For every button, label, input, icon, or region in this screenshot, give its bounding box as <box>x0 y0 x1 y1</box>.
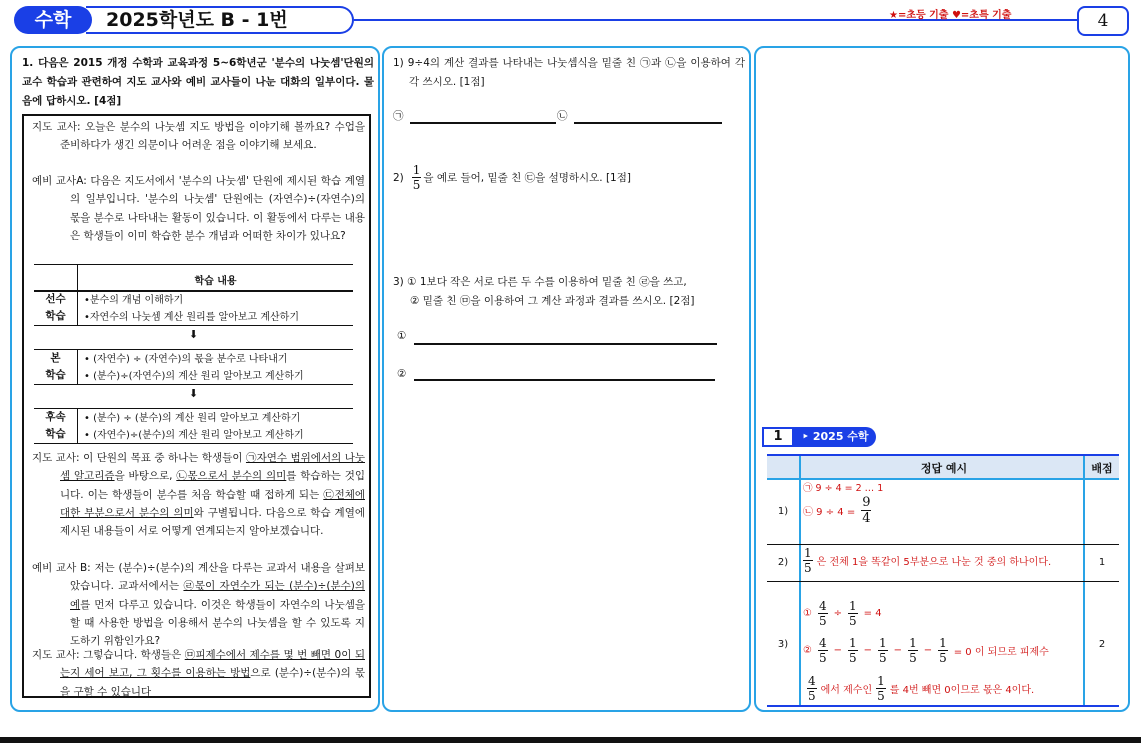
answer-1a: ㉠ 9 ÷ 4 = 2 … 1 <box>803 483 884 494</box>
answer-row-number: 3) <box>777 639 789 650</box>
underline-c: ㉢전체에 대한 부분으로서 분수의 의미 <box>60 488 365 519</box>
fraction-numerator: 1 <box>412 163 421 177</box>
answer-3-line-2 <box>803 637 1049 664</box>
table-header-empty <box>34 265 78 291</box>
answer-score: 2 <box>1098 639 1106 650</box>
row-item: • (자연수) ÷ (자연수)의 몫을 분수로 나타내기 <box>84 354 288 365</box>
fraction-one-fifth <box>908 637 918 664</box>
blank-label-1: ① <box>397 330 407 342</box>
answer-1b-text: ㉡ 9 ÷ 4 = <box>803 507 856 518</box>
underline-d: ㉣몫이 자연수가 되는 (분수)÷(분수)의 예 <box>70 580 365 611</box>
answer-3-result-2: = 0 이 되므로 피제수 <box>953 647 1049 658</box>
row-item: • (분수)÷(자연수)의 계산 원리 알아보고 계산하기 <box>84 371 304 382</box>
q2-number: 2) <box>393 171 404 184</box>
fraction-denominator: 5 <box>818 651 827 665</box>
row-item: • (자연수)÷(분수)의 계산 원리 알아보고 계산하기 <box>84 430 304 441</box>
subject-badge: 수학 <box>14 6 92 34</box>
fraction-numerator: 9 <box>862 495 871 510</box>
answer-3-line-1 <box>803 600 882 627</box>
q3-line-2: ② 밑줄 친 ㉤을 이용하여 그 계산 과정과 결과를 쓰시오. [2점] <box>410 295 695 307</box>
fraction-denominator: 5 <box>909 651 917 665</box>
row-items <box>84 292 299 326</box>
operator: − <box>923 645 933 656</box>
table-header-row <box>34 264 353 292</box>
dialog-text: 를 학습하는 것입니다. 이는 학생들이 분수를 처음 학습할 때 접하게 되는 <box>60 470 365 501</box>
dialog-text: 를 먼저 다루고 있습니다. 이것은 학생들이 자연수의 나눗셈을 할 때 사용한 방법을 이용해서 분수의 나눗셈을 할 수 있도록 지도하기 위함인가요? <box>70 598 365 648</box>
answer-3-text-b: 를 4번 빼면 0이므로 몫은 4이다. <box>889 685 1035 696</box>
legend-text: ★=초등 기출 ♥=초특 기출 <box>889 10 1012 21</box>
fraction-denominator: 5 <box>879 651 887 665</box>
row-label-2: 학습 <box>45 369 66 381</box>
fraction-nine-fourths <box>861 496 871 525</box>
fraction-numerator: 1 <box>909 636 917 650</box>
table-row <box>34 290 353 326</box>
dialog-text: 저는 (분수)÷(분수)의 계산을 다루는 교과서 내용을 살펴보았습니다. 교과서에서는 <box>70 562 366 593</box>
fraction-numerator: 1 <box>939 636 947 650</box>
answer-3-text-a: 에서 제수인 <box>820 685 873 696</box>
fraction-numerator: 4 <box>818 636 827 650</box>
underline-e: ㉤피제수에서 제수를 몇 번 빼면 0이 되는지 세어 보고, 그 횟수를 이용하는 방법 <box>60 649 365 680</box>
dialog-text: 이 단원의 목표 중 하나는 학생들이 <box>83 452 246 464</box>
speaker: 지도 교사: <box>32 121 81 133</box>
answer-badge-number: 1 <box>762 427 794 447</box>
page-title: 2025학년도 B - 1번 <box>86 6 354 34</box>
fraction-one-fifth <box>803 547 813 574</box>
answer-3-line-3 <box>807 675 1034 702</box>
page-number: 4 <box>1077 6 1129 36</box>
speaker: 예비 교사A: <box>32 175 87 187</box>
fraction-denominator: 5 <box>849 651 857 665</box>
answer-score: 1 <box>1098 557 1106 568</box>
dialog-line <box>32 559 365 650</box>
row-label-1: 선수 <box>45 293 66 305</box>
subquestion-1: 1) 9÷4의 계산 결과를 나타내는 나눗셈식을 밑줄 친 ㉠과 ㉡을 이용하여 각각 쓰시오. [1점] <box>393 57 745 88</box>
dialog-text: 으로 (분수)÷(분수)의 몫을 구할 수 있습니다 <box>60 667 365 698</box>
speaker: 지도 교사: <box>32 649 80 661</box>
dialog-text: 와 구별됩니다. 다음으로 학습 계열에 제시된 내용들이 서로 어떻게 연계되는지 알아보겠습니다. <box>60 506 365 538</box>
fraction-denominator: 5 <box>808 689 816 703</box>
row-item: •분수의 개념 이해하기 <box>84 295 184 306</box>
row-label <box>34 350 78 384</box>
operator: − <box>863 645 873 656</box>
fraction-numerator: 1 <box>804 546 812 560</box>
operator: − <box>893 645 903 656</box>
answer-table <box>767 454 1119 707</box>
fraction-one-fifth <box>876 675 886 702</box>
col-score: 배점 <box>1091 462 1113 475</box>
fraction-one-fifth <box>938 637 948 664</box>
fraction-numerator: 1 <box>849 599 857 613</box>
dialog-text: 을 바탕으로, <box>114 470 177 483</box>
answer-3-mark-1: ① <box>803 608 812 619</box>
fraction-numerator: 4 <box>818 599 827 613</box>
table-row <box>34 408 353 444</box>
row-label-2: 학습 <box>45 428 66 440</box>
down-arrow-icon: ⬇ <box>188 328 199 341</box>
answer-3-mark-2: ② <box>803 645 812 656</box>
operator: − <box>833 645 842 656</box>
row-item: • (분수) ÷ (분수)의 계산 원리 알아보고 계산하기 <box>84 413 301 424</box>
fraction-four-fifths <box>807 675 817 702</box>
table-header: 학습 내용 <box>194 276 237 287</box>
q3-line-1: 3) ① 1보다 작은 서로 다른 두 수를 이용하여 밑줄 친 ㉣을 쓰고, <box>393 276 687 288</box>
speaker: 예비 교사 B: <box>32 562 91 574</box>
answer-blank-1[interactable] <box>414 343 717 345</box>
answer-2-text: 은 전체 1을 똑같이 5부분으로 나눈 것 중의 하나이다. <box>816 557 1052 568</box>
blank-label-b: ㉡ <box>557 110 568 122</box>
answer-3-result-1: = 4 <box>863 608 882 619</box>
answer-badge-label: ‣ 2025 수학 <box>794 427 876 447</box>
fraction-numerator: 1 <box>877 674 885 688</box>
speaker: 지도 교사: <box>32 452 80 464</box>
dialog-line <box>32 449 365 540</box>
subquestion-2 <box>393 164 631 191</box>
dialog-line <box>32 172 365 245</box>
answer-blank-a[interactable] <box>410 122 556 124</box>
answer-row-number: 2) <box>777 557 789 568</box>
dialog-line <box>32 118 365 155</box>
answer-blank-2[interactable] <box>414 379 715 381</box>
row-label <box>34 409 78 443</box>
footer-rule <box>0 737 1141 743</box>
operator: ÷ <box>833 608 842 619</box>
fraction-denominator: 5 <box>818 614 827 628</box>
blank-label-a: ㉠ <box>393 110 404 122</box>
fraction-numerator: 1 <box>879 636 887 650</box>
dialog-text: 다음은 지도서에서 '분수의 나눗셈' 단원에 제시된 학습 계열의 일부입니다. '분수의 나눗셈' 단원에는 (자연수)÷(자연수)의 몫을 분수로 나타내는 활동이 있습니다. 이 활동에서 다루는 내용은 학생들이 이미 학습한 분수 개념과 어떠한 차이가 있나요? <box>70 175 365 242</box>
dialog-text: 그렇습니다. 학생들은 <box>83 649 185 661</box>
fraction-denominator: 5 <box>412 178 421 192</box>
answer-blank-b[interactable] <box>574 122 722 124</box>
q2-text: 을 예로 들어, 밑줄 친 ㉢을 설명하시오. [1점] <box>423 172 631 184</box>
fraction-four-fifths <box>818 637 828 664</box>
underline-b: ㉡몫으로서 분수의 의미 <box>176 470 287 483</box>
fraction-denominator: 5 <box>804 561 812 575</box>
fraction-four-fifths <box>818 600 828 627</box>
answer-row-number: 1) <box>777 506 789 517</box>
table-rule <box>767 544 1119 545</box>
col-answer: 정답 예시 <box>920 462 968 475</box>
fraction-one-fifth <box>848 600 858 627</box>
row-label-1: 후속 <box>45 411 66 423</box>
dialog-box <box>22 114 371 698</box>
answer-table-header <box>767 456 1119 478</box>
fraction-numerator: 1 <box>849 636 857 650</box>
subquestion-3 <box>393 273 695 311</box>
row-items <box>84 351 304 385</box>
fraction-denominator: 5 <box>849 614 857 628</box>
table-rule <box>767 581 1119 582</box>
row-items <box>84 410 304 444</box>
fraction-denominator: 4 <box>862 511 871 526</box>
row-label-1: 본 <box>50 352 61 364</box>
row-label-2: 학습 <box>45 310 66 322</box>
answer-1b <box>803 496 871 525</box>
row-item: •자연수의 나눗셈 계산 원리를 알아보고 계산하기 <box>84 312 299 323</box>
row-label <box>34 291 78 325</box>
answer-2 <box>803 547 1051 574</box>
fraction-one-fifth <box>412 164 422 191</box>
fraction-one-fifth <box>878 637 888 664</box>
fraction-denominator: 5 <box>877 689 885 703</box>
fraction-numerator: 4 <box>808 674 816 688</box>
fraction-one-fifth <box>848 637 858 664</box>
question-title: 1. 다음은 2015 개정 수학과 교육과정 5~6학년군 '분수의 나눗셈'단원의 교수 학습과 관련하여 지도 교사와 예비 교사들이 나눈 대화의 일부이다. 물음에 답하시오. [4점] <box>22 57 374 107</box>
down-arrow-icon: ⬇ <box>188 387 199 400</box>
dialog-text: 오늘은 분수의 나눗셈 지도 방법을 이야기해 볼까요? 수업을 준비하다가 생긴 의문이나 어려운 점을 이야기해 보세요. <box>60 121 365 152</box>
dialog-line <box>32 646 365 701</box>
table-row <box>34 349 353 385</box>
underline-a: ㉠자연수 범위에서의 나눗셈 알고리즘 <box>60 452 365 483</box>
fraction-denominator: 5 <box>939 651 947 665</box>
blank-label-2: ② <box>397 368 407 380</box>
